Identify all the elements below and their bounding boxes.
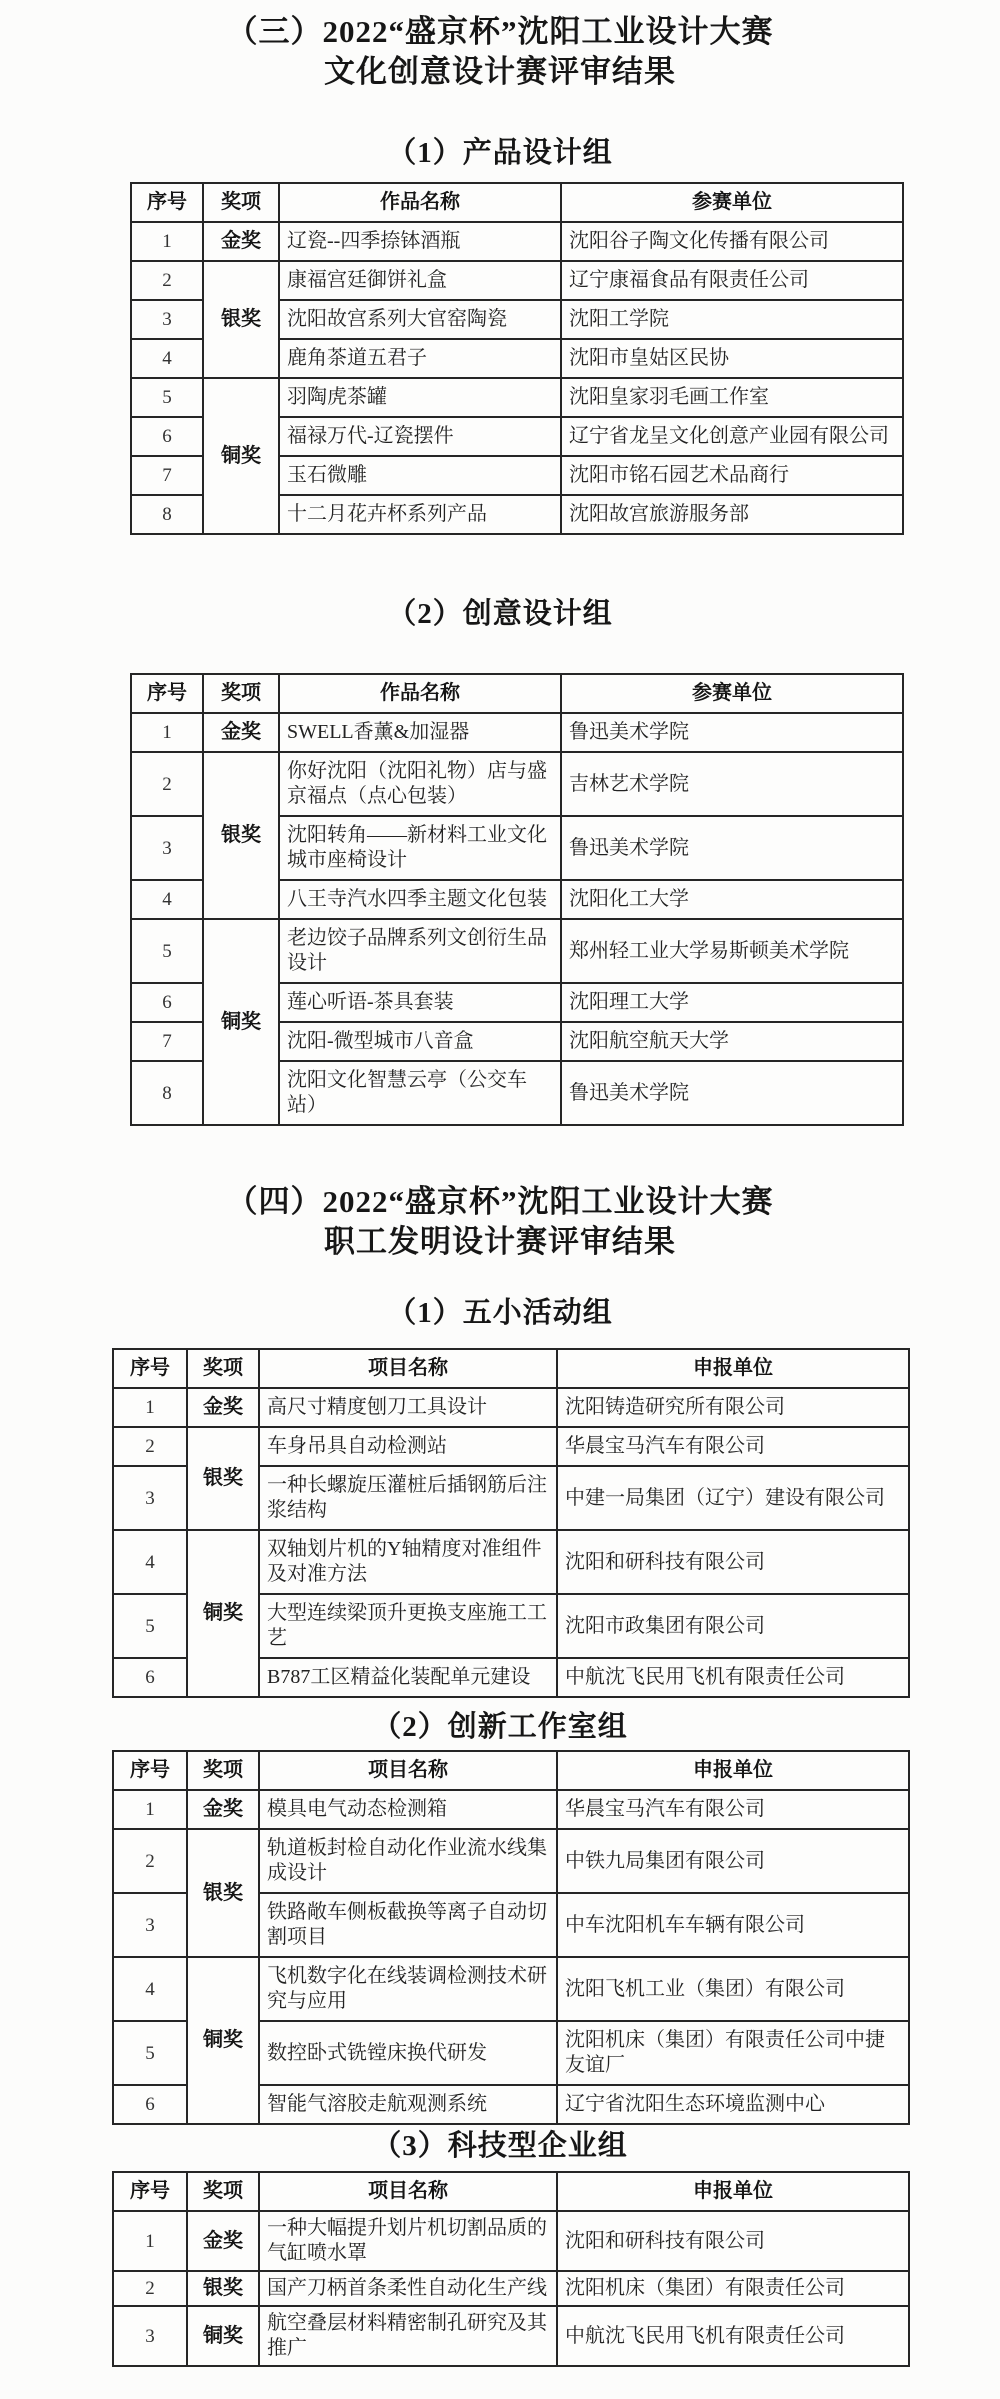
cell-unit-name: 中铁九局集团有限公司: [557, 1829, 909, 1893]
cell-sequence-number: 6: [113, 2085, 187, 2124]
table-row: [131, 261, 903, 300]
cell-work-name: 沈阳文化智慧云亭（公交车站）: [279, 1061, 561, 1125]
column-header: 项目名称: [259, 1751, 557, 1790]
cell-unit-name: 沈阳铸造研究所有限公司: [557, 1388, 909, 1427]
cell-sequence-number: 8: [131, 495, 203, 534]
header-row: [113, 1751, 909, 1790]
table-row: [113, 2211, 909, 2271]
cell-unit-name: 沈阳飞机工业（集团）有限公司: [557, 1957, 909, 2021]
cell-unit-name: 鲁迅美术学院: [561, 1061, 903, 1125]
cell-unit-name: 中建一局集团（辽宁）建设有限公司: [557, 1466, 909, 1530]
column-header: 项目名称: [259, 2172, 557, 2211]
section-title-product-design: （1）产品设计组: [387, 137, 613, 169]
cell-award-rank: 铜奖: [203, 919, 279, 1125]
cell-unit-name: 华晨宝马汽车有限公司: [557, 1427, 909, 1466]
part3-heading: [0, 12, 1000, 92]
header-row: [113, 2172, 909, 2211]
cell-sequence-number: 6: [113, 1658, 187, 1697]
cell-unit-name: 辽宁省龙呈文化创意产业园有限公司: [561, 417, 903, 456]
table-row: [113, 1530, 909, 1594]
part3-heading-line2: 文化创意设计赛评审结果: [324, 54, 676, 89]
table-row: [131, 752, 903, 816]
table-row: [113, 1957, 909, 2021]
header-row: [131, 674, 903, 713]
table-creative-design-group: [130, 673, 904, 1126]
cell-award-rank: 金奖: [203, 222, 279, 261]
cell-work-name: 大型连续梁顶升更换支座施工工艺: [259, 1594, 557, 1658]
header-row: [113, 1349, 909, 1388]
cell-award-rank: 银奖: [203, 261, 279, 378]
column-header: 项目名称: [259, 1349, 557, 1388]
table-row: [113, 2271, 909, 2306]
cell-sequence-number: 3: [113, 1893, 187, 1957]
cell-sequence-number: 6: [131, 983, 203, 1022]
cell-sequence-number: 2: [113, 2271, 187, 2306]
table-row: [131, 919, 903, 983]
cell-sequence-number: 1: [113, 1790, 187, 1829]
cell-sequence-number: 1: [131, 713, 203, 752]
column-header: 申报单位: [557, 1349, 909, 1388]
table-row: [113, 1427, 909, 1466]
cell-sequence-number: 3: [131, 300, 203, 339]
table-row: [131, 222, 903, 261]
cell-award-rank: 铜奖: [187, 1957, 259, 2124]
column-header: 序号: [131, 674, 203, 713]
cell-unit-name: 沈阳谷子陶文化传播有限公司: [561, 222, 903, 261]
cell-unit-name: 辽宁康福食品有限责任公司: [561, 261, 903, 300]
section-title-five-small-activities: （1）五小活动组: [387, 1297, 613, 1329]
cell-award-rank: 铜奖: [187, 1530, 259, 1697]
cell-sequence-number: 2: [113, 1829, 187, 1893]
cell-work-name: 双轴划片机的Y轴精度对准组件及对准方法: [259, 1530, 557, 1594]
column-header: 序号: [113, 1349, 187, 1388]
cell-work-name: 一种大幅提升划片机切割品质的气缸喷水罩: [259, 2211, 557, 2271]
cell-award-rank: 银奖: [187, 2271, 259, 2306]
cell-work-name: 八王寺汽水四季主题文化包装: [279, 880, 561, 919]
cell-sequence-number: 3: [113, 2306, 187, 2366]
cell-award-rank: 金奖: [187, 1388, 259, 1427]
cell-sequence-number: 5: [131, 919, 203, 983]
part4-heading-line2: 职工发明设计赛评审结果: [324, 1224, 676, 1259]
cell-unit-name: 沈阳化工大学: [561, 880, 903, 919]
table-row: [113, 1388, 909, 1427]
table-row: [113, 1829, 909, 1893]
table-tech-enterprise-group: [112, 2171, 910, 2367]
cell-sequence-number: 4: [113, 1530, 187, 1594]
cell-award-rank: 金奖: [187, 2211, 259, 2271]
cell-work-name: 辽瓷--四季捺钵酒瓶: [279, 222, 561, 261]
cell-award-rank: 金奖: [187, 1790, 259, 1829]
cell-unit-name: 中航沈飞民用飞机有限责任公司: [557, 2306, 909, 2366]
column-header: 奖项: [203, 183, 279, 222]
cell-work-name: 沈阳-微型城市八音盒: [279, 1022, 561, 1061]
column-header: 奖项: [187, 1349, 259, 1388]
cell-work-name: 你好沈阳（沈阳礼物）店与盛京福点（点心包装）: [279, 752, 561, 816]
cell-work-name: SWELL香薰&加湿器: [279, 713, 561, 752]
cell-work-name: 福禄万代-辽瓷摆件: [279, 417, 561, 456]
cell-work-name: 国产刀柄首条柔性自动化生产线: [259, 2271, 557, 2306]
cell-work-name: 康福宫廷御饼礼盒: [279, 261, 561, 300]
cell-work-name: 高尺寸精度刨刀工具设计: [259, 1388, 557, 1427]
column-header: 序号: [113, 2172, 187, 2211]
table-row: [113, 2306, 909, 2366]
cell-unit-name: 辽宁省沈阳生态环境监测中心: [557, 2085, 909, 2124]
cell-work-name: 轨道板封检自动化作业流水线集成设计: [259, 1829, 557, 1893]
part4-heading: [0, 1182, 1000, 1262]
table-row: [131, 713, 903, 752]
cell-work-name: 玉石微雕: [279, 456, 561, 495]
part4-heading-line1: （四）2022“盛京杯”沈阳工业设计大赛: [226, 1184, 774, 1219]
cell-sequence-number: 1: [131, 222, 203, 261]
cell-unit-name: 沈阳机床（集团）有限责任公司: [557, 2271, 909, 2306]
cell-sequence-number: 2: [113, 1427, 187, 1466]
cell-award-rank: 铜奖: [203, 378, 279, 534]
cell-unit-name: 鲁迅美术学院: [561, 816, 903, 880]
cell-sequence-number: 7: [131, 1022, 203, 1061]
cell-sequence-number: 4: [113, 1957, 187, 2021]
section-title-creative-design: （2）创意设计组: [387, 598, 613, 630]
cell-unit-name: 沈阳和研科技有限公司: [557, 2211, 909, 2271]
cell-sequence-number: 5: [131, 378, 203, 417]
cell-sequence-number: 3: [131, 816, 203, 880]
cell-sequence-number: 5: [113, 1594, 187, 1658]
cell-sequence-number: 1: [113, 2211, 187, 2271]
cell-work-name: 沈阳故宫系列大官窑陶瓷: [279, 300, 561, 339]
column-header: 作品名称: [279, 183, 561, 222]
cell-unit-name: 沈阳皇家羽毛画工作室: [561, 378, 903, 417]
cell-work-name: 沈阳转角——新材料工业文化城市座椅设计: [279, 816, 561, 880]
cell-unit-name: 沈阳市铭石园艺术品商行: [561, 456, 903, 495]
cell-sequence-number: 1: [113, 1388, 187, 1427]
cell-sequence-number: 4: [131, 880, 203, 919]
column-header: 参赛单位: [561, 674, 903, 713]
cell-work-name: 智能气溶胶走航观测系统: [259, 2085, 557, 2124]
header-row: [131, 183, 903, 222]
cell-work-name: 车身吊具自动检测站: [259, 1427, 557, 1466]
cell-sequence-number: 4: [131, 339, 203, 378]
cell-sequence-number: 2: [131, 752, 203, 816]
table-row: [131, 378, 903, 417]
cell-work-name: 鹿角茶道五君子: [279, 339, 561, 378]
cell-unit-name: 吉林艺术学院: [561, 752, 903, 816]
cell-sequence-number: 8: [131, 1061, 203, 1125]
column-header: 奖项: [187, 2172, 259, 2211]
cell-work-name: 模具电气动态检测箱: [259, 1790, 557, 1829]
table-five-small-activities-group: [112, 1348, 910, 1698]
cell-unit-name: 沈阳工学院: [561, 300, 903, 339]
cell-award-rank: 铜奖: [187, 2306, 259, 2366]
cell-work-name: 一种长螺旋压灌桩后插钢筋后注浆结构: [259, 1466, 557, 1530]
cell-unit-name: 沈阳市政集团有限公司: [557, 1594, 909, 1658]
cell-unit-name: 鲁迅美术学院: [561, 713, 903, 752]
column-header: 序号: [113, 1751, 187, 1790]
cell-sequence-number: 2: [131, 261, 203, 300]
column-header: 参赛单位: [561, 183, 903, 222]
cell-unit-name: 沈阳故宫旅游服务部: [561, 495, 903, 534]
cell-work-name: 莲心听语-茶具套装: [279, 983, 561, 1022]
section-title-innovation-studio: （2）创新工作室组: [372, 1711, 628, 1743]
cell-unit-name: 沈阳机床（集团）有限责任公司中捷友谊厂: [557, 2021, 909, 2085]
cell-work-name: 十二月花卉杯系列产品: [279, 495, 561, 534]
cell-work-name: B787工区精益化装配单元建设: [259, 1658, 557, 1697]
cell-award-rank: 金奖: [203, 713, 279, 752]
cell-unit-name: 中车沈阳机车车辆有限公司: [557, 1893, 909, 1957]
table-row: [113, 1790, 909, 1829]
cell-unit-name: 沈阳理工大学: [561, 983, 903, 1022]
section-title-tech-enterprise: （3）科技型企业组: [372, 2130, 628, 2162]
cell-work-name: 铁路敞车侧板截换等离子自动切割项目: [259, 1893, 557, 1957]
column-header: 申报单位: [557, 2172, 909, 2211]
cell-sequence-number: 6: [131, 417, 203, 456]
cell-work-name: 羽陶虎茶罐: [279, 378, 561, 417]
cell-unit-name: 沈阳市皇姑区民协: [561, 339, 903, 378]
cell-unit-name: 沈阳和研科技有限公司: [557, 1530, 909, 1594]
column-header: 奖项: [203, 674, 279, 713]
column-header: 奖项: [187, 1751, 259, 1790]
column-header: 申报单位: [557, 1751, 909, 1790]
cell-unit-name: 华晨宝马汽车有限公司: [557, 1790, 909, 1829]
part3-heading-line1: （三）2022“盛京杯”沈阳工业设计大赛: [226, 14, 774, 49]
cell-work-name: 航空叠层材料精密制孔研究及其推广: [259, 2306, 557, 2366]
column-header: 作品名称: [279, 674, 561, 713]
cell-sequence-number: 3: [113, 1466, 187, 1530]
column-header: 序号: [131, 183, 203, 222]
cell-award-rank: 银奖: [187, 1829, 259, 1957]
cell-sequence-number: 5: [113, 2021, 187, 2085]
cell-work-name: 飞机数字化在线装调检测技术研究与应用: [259, 1957, 557, 2021]
table-product-design-group: [130, 182, 904, 535]
table-innovation-studio-group: [112, 1750, 910, 2125]
cell-work-name: 老边饺子品牌系列文创衍生品设计: [279, 919, 561, 983]
cell-unit-name: 郑州轻工业大学易斯顿美术学院: [561, 919, 903, 983]
cell-work-name: 数控卧式铣镗床换代研发: [259, 2021, 557, 2085]
cell-award-rank: 银奖: [203, 752, 279, 919]
cell-unit-name: 沈阳航空航天大学: [561, 1022, 903, 1061]
cell-award-rank: 银奖: [187, 1427, 259, 1530]
cell-unit-name: 中航沈飞民用飞机有限责任公司: [557, 1658, 909, 1697]
cell-sequence-number: 7: [131, 456, 203, 495]
